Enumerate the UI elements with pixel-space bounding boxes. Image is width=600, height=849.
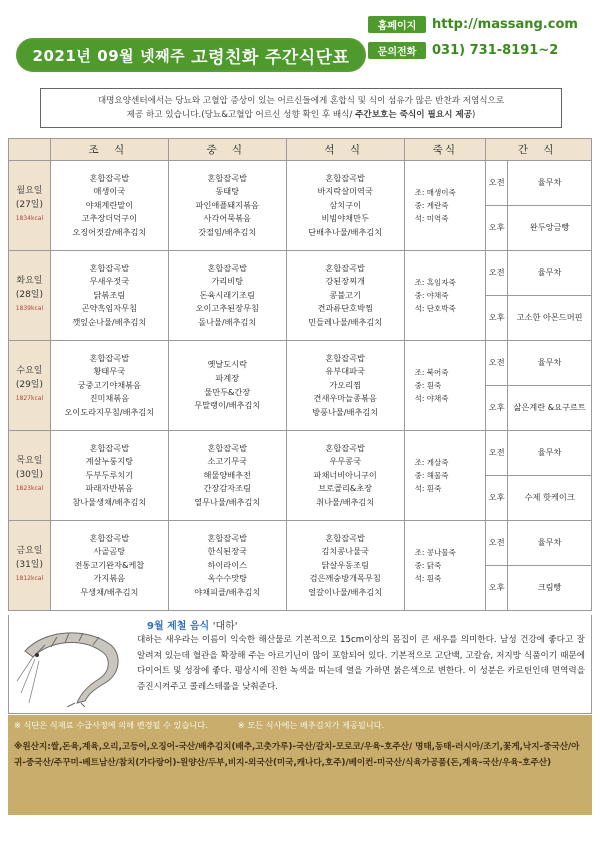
menu-item: 혼합잡곡밥 (89, 172, 130, 183)
contact-info (368, 14, 588, 66)
dinner-cell (286, 521, 404, 611)
menu-item: 혼합잡곡밥 (207, 172, 248, 183)
header-porridge: 죽식 (404, 139, 486, 161)
dinner-cell (286, 161, 404, 251)
menu-item: 야채피클/배추김치 (194, 586, 261, 597)
day-name: 화요일 (16, 276, 43, 287)
breakfast-cell (50, 521, 168, 611)
menu-item: 혼합잡곡밥 (325, 172, 365, 183)
menu-item: 혼합잡곡밥 (89, 262, 130, 273)
menu-item: 깻잎순나물/배추김치 (72, 316, 147, 327)
am-label: 오전 (486, 251, 508, 296)
day-date: (29일) (15, 379, 44, 390)
breakfast-cell (50, 431, 168, 521)
menu-item: 강된장찌개 (325, 276, 365, 287)
menu-body (9, 161, 592, 611)
lunch-cell (168, 521, 286, 611)
header-breakfast: 조 식 (50, 139, 168, 161)
menu-item: 혼합잡곡밥 (89, 532, 130, 543)
menu-item: 열무나물/배추김치 (194, 496, 261, 507)
menu-item: 혼합잡곡밥 (89, 352, 130, 363)
menu-item: 한식된장국 (207, 546, 248, 557)
menu-item: 진미채볶음 (89, 393, 130, 404)
menu-item: 갓절임/배추김치 (198, 226, 257, 237)
day-kcal: 1812kcal (15, 575, 44, 583)
footer-notes (8, 715, 592, 735)
menu-item: 우무콩국 (329, 456, 361, 467)
header-snack: 간 식 (486, 139, 592, 161)
pm-label: 오후 (486, 386, 508, 431)
breakfast-cell (50, 161, 168, 251)
menu-table (8, 138, 592, 611)
menu-item: 석: 미역죽 (414, 214, 449, 223)
menu-item: 석: 야채죽 (414, 394, 449, 403)
day-cell (9, 251, 51, 341)
day-kcal: 1823kcal (15, 485, 44, 493)
pm-snack: 크림빵 (508, 566, 592, 611)
dinner-cell (286, 431, 404, 521)
notice-bold: 주간보호는 죽식이 필요시 제공 (355, 110, 473, 120)
menu-item: 파계장 (215, 372, 240, 383)
menu-item: 삼치구이 (329, 199, 361, 210)
homepage-label: 홈페이지 (368, 16, 426, 33)
menu-item: 궁중고기야채볶음 (77, 379, 141, 390)
menu-item: 계살누룽지탕 (85, 456, 134, 467)
menu-item: 혼합잡곡밥 (325, 262, 365, 273)
menu-item: 파래자반볶음 (85, 483, 134, 494)
menu-item: 파인애플돼지볶음 (195, 199, 259, 210)
breakfast-cell (50, 251, 168, 341)
menu-item: 닭살우동조림 (321, 559, 369, 570)
menu-item: 콩불고기 (329, 289, 361, 300)
menu-item: 김치콩나물국 (321, 546, 369, 557)
menu-item: 석: 흰죽 (414, 484, 442, 493)
menu-item: 무새우젓국 (89, 276, 130, 287)
am-snack: 율무차 (508, 161, 592, 206)
day-name: 수요일 (16, 366, 43, 377)
breakfast-cell (50, 341, 168, 431)
pm-label: 오후 (486, 476, 508, 521)
menu-item: 소고기무국 (207, 456, 248, 467)
menu-item: 혼합잡곡밥 (325, 352, 365, 363)
day-date: (30일) (15, 469, 44, 480)
porridge-cell (404, 521, 486, 611)
am-snack: 율무차 (508, 341, 592, 386)
pm-snack: 고소한 아몬드머핀 (508, 296, 592, 341)
menu-item: 사골곰탕 (93, 546, 126, 557)
menu-item: 혼합잡곡밥 (207, 262, 248, 273)
menu-item: 조: 콩나물죽 (414, 548, 456, 557)
lunch-cell (168, 161, 286, 251)
day-kcal: 1839kcal (15, 305, 44, 313)
menu-item: 무생채/배추김치 (80, 586, 139, 597)
menu-item: 견과류단호박찜 (317, 303, 373, 314)
menu-item: 조: 흑임자죽 (414, 278, 456, 287)
origin-info: ※원산지:쌀,돈육,계육,오리,고등어,오징어-국산/배추김치(배추,고춧가루)-국산/갈치-모로코/우육-호주산/ 명태,동태-러시아/조기,꽃게,낙지-중국산/아귀-중국산/주꾸미-베트남산/참치(가다랑어)-원양산/두부,비지-외국산(미국,캐나다,호주)/베이컨-미국산/식육가공품(돈,계육-국산/우육-호주산) (8, 735, 592, 815)
menu-item: 곤약흑임자무침 (81, 303, 138, 314)
menu-item: 가오리찜 (329, 379, 361, 390)
notice-line-1: 대명요양센터에서는 당뇨와 고혈압 증상이 있는 어르신들에게 혼합식 및 식이 섬유가 많은 반찬과 저염식으로 (97, 96, 505, 106)
header-corner (9, 139, 51, 161)
am-snack: 율무차 (508, 521, 592, 566)
menu-item: 중: 흰죽 (414, 381, 442, 390)
pm-snack: 완두앙금빵 (508, 206, 592, 251)
phone-number: 031) 731-8191~2 (432, 42, 559, 58)
homepage-link[interactable]: http://massang.com (432, 16, 578, 32)
lunch-cell (168, 341, 286, 431)
header (12, 14, 588, 74)
menu-item: 혼합잡곡밥 (207, 442, 248, 453)
menu-item: 간장감자조림 (203, 483, 251, 494)
menu-item: 매생이국 (93, 186, 126, 197)
pm-label: 오후 (486, 566, 508, 611)
menu-item: 비빔야채만두 (321, 213, 369, 224)
menu-item: 오이고추된장무침 (195, 303, 259, 314)
day-date: (28일) (15, 289, 44, 300)
menu-item: 닭볶조림 (93, 289, 126, 300)
menu-row-am (9, 431, 592, 476)
menu-item: 참나물생채/배추김치 (72, 496, 147, 507)
homepage-row (368, 14, 588, 34)
page-title (16, 38, 366, 72)
lunch-cell (168, 431, 286, 521)
menu-item: 유부대파국 (325, 366, 365, 377)
lunch-cell (168, 251, 286, 341)
menu-item: 조: 북어죽 (414, 368, 449, 377)
notice-line-2 (41, 108, 561, 122)
menu-item: 중: 계란죽 (414, 201, 449, 210)
title-year: 2021년 (32, 46, 92, 65)
am-snack: 율무차 (508, 251, 592, 296)
menu-item: 혼합잡곡밥 (325, 532, 365, 543)
menu-item: 전통고기완자&케찹 (74, 559, 145, 570)
menu-item: 검은깨숭방개목무침 (309, 573, 381, 584)
day-cell (9, 431, 51, 521)
menu-item: 고추장더덕구이 (81, 213, 138, 224)
phone-label: 문의전화 (368, 42, 426, 59)
season-description: 대하는 새우라는 이름이 익숙한 해산물로 기본적으로 15cm이상의 몸집이 큰 새우를 의미한다. 남성 건강에 좋다고 잘 알려져 있는데 혈관을 확장해 주는 아르기닌이 많이 포함되어 있다. 기본적으로 고단백, 고칼슘, 저지방 식품이기 때문에 다이어트 및 성장에 좋다. 평상시에 진한 녹색을 띠는데 열을 가하면 붉은색으로 변한다. 이 성분은 카로틴인데 면역력을 증진시켜주고 콜레스테롤을 낮춰준다. (137, 635, 585, 692)
menu-item: 혼합잡곡밥 (89, 442, 130, 453)
menu-item: 석: 단호박죽 (414, 304, 456, 313)
menu-row-am (9, 251, 592, 296)
menu-item: 방풍나물/배추김치 (312, 406, 379, 417)
season-title-label: 9월 제철 음식 (147, 621, 210, 632)
pm-snack: 수제 핫케이크 (508, 476, 592, 521)
menu-item: 하이라이스 (207, 559, 248, 570)
day-kcal: 1827kcal (15, 395, 44, 403)
porridge-cell (404, 431, 486, 521)
menu-item: 가지볶음 (93, 573, 126, 584)
day-cell (9, 521, 51, 611)
menu-item: 돈육시래기조림 (199, 289, 255, 300)
menu-item: 무말랭이/배추김치 (194, 400, 261, 411)
day-date: (31일) (15, 559, 44, 570)
menu-item: 조: 게살죽 (414, 458, 449, 467)
phone-row (368, 40, 588, 60)
menu-item: 취나물/배추김치 (316, 496, 375, 507)
notice-prefix: 제공 하고 있습니다.(당뇨&고혈압 어르신 성향 확인 후 배식/ (126, 110, 356, 120)
menu-item: 두부두루치기 (85, 469, 134, 480)
menu-item: 단배추나물/배추김치 (308, 226, 383, 237)
menu-item: 견새우마늘종볶음 (313, 393, 377, 404)
am-label: 오전 (486, 521, 508, 566)
menu-item: 민들레나물/배추김치 (308, 316, 383, 327)
shrimp-image (15, 623, 127, 707)
dinner-cell (286, 341, 404, 431)
menu-item: 해물양배추전 (203, 469, 251, 480)
season-title-food: '대하' (212, 621, 238, 632)
header-lunch: 중 식 (168, 139, 286, 161)
menu-item: 물만두&간장 (204, 386, 251, 397)
season-title (147, 617, 238, 632)
day-date: (27일) (15, 199, 44, 210)
am-snack: 율무차 (508, 431, 592, 476)
day-cell (9, 161, 51, 251)
menu-item: 야채계란말이 (85, 199, 134, 210)
title-week: 넷째주 (140, 46, 186, 65)
menu-item: 파채너비아니구이 (313, 469, 377, 480)
notice-suffix: ) (472, 110, 476, 120)
menu-item: 황태무국 (93, 366, 126, 377)
day-name: 월요일 (16, 186, 43, 197)
menu-row-am (9, 341, 592, 386)
title-keyword: 고령친화 (191, 47, 259, 68)
day-name: 금요일 (16, 546, 43, 557)
notice-box (40, 88, 562, 128)
menu-item: 동태탕 (215, 186, 240, 197)
pm-label: 오후 (486, 206, 508, 251)
menu-item: 중: 닭죽 (414, 561, 442, 570)
menu-item: 얼갈이나물/배추김치 (308, 586, 383, 597)
porridge-cell (404, 341, 486, 431)
menu-item: 오이도라지무침/배추김치 (64, 406, 155, 417)
menu-item: 중: 해물죽 (414, 471, 449, 480)
title-month: 09월 (97, 46, 135, 65)
footer-note-1: ※ 식단은 식재료 수급사정에 의해 변경될 수 있습니다. (14, 719, 208, 730)
menu-row-am (9, 161, 592, 206)
dinner-cell (286, 251, 404, 341)
menu-item: 중: 야채죽 (414, 291, 449, 300)
menu-header-row (9, 139, 592, 161)
day-kcal: 1834kcal (15, 215, 44, 223)
am-label: 오전 (486, 161, 508, 206)
header-dinner: 석 식 (286, 139, 404, 161)
menu-item: 옛날도시락 (207, 359, 248, 370)
menu-item: 조: 매생이죽 (414, 188, 456, 197)
am-label: 오전 (486, 341, 508, 386)
menu-item: 오징어젓갈/배추김치 (72, 226, 147, 237)
title-main: 주간식단표 (264, 47, 350, 68)
pm-snack: 삶은계란 &요구르트 (508, 386, 592, 431)
porridge-cell (404, 251, 486, 341)
menu-item: 사각어묵볶음 (203, 213, 251, 224)
menu-item: 브로콜리&초장 (318, 483, 373, 494)
menu-item: 혼합잡곡밥 (207, 532, 248, 543)
menu-item: 옥수수맛탕 (207, 573, 248, 584)
menu-item: 혼합잡곡밥 (325, 442, 365, 453)
menu-item: 바지락살미역국 (317, 186, 373, 197)
menu-row-am (9, 521, 592, 566)
menu-item: 석: 흰죽 (414, 574, 442, 583)
menu-item: 돌나물/배추김치 (198, 316, 257, 327)
day-name: 목요일 (16, 456, 43, 467)
seasonal-food-section (8, 615, 592, 714)
pm-label: 오후 (486, 296, 508, 341)
porridge-cell (404, 161, 486, 251)
am-label: 오전 (486, 431, 508, 476)
menu-item: 가리비탕 (211, 276, 244, 287)
day-cell (9, 341, 51, 431)
footer-note-2: ※ 모든 식사에는 배추김치가 제공됩니다. (237, 719, 385, 730)
